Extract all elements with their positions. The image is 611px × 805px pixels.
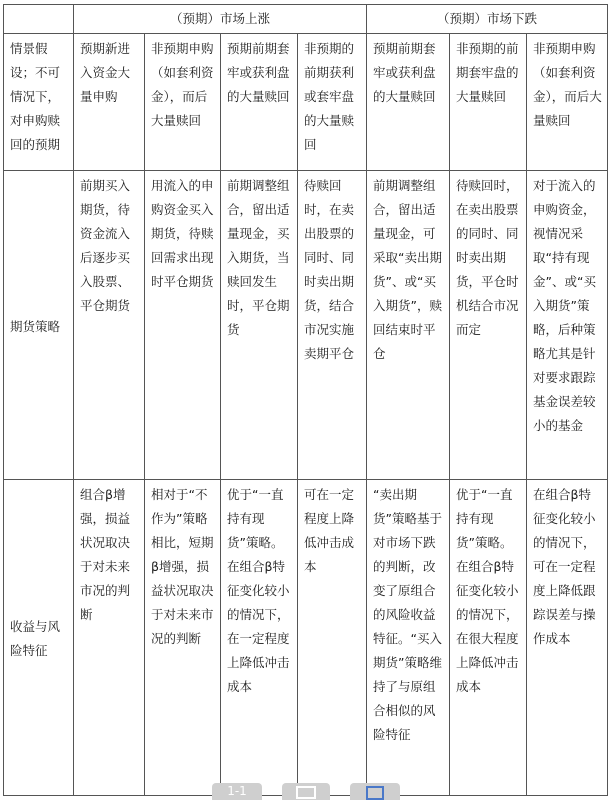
table-cell: 相对于“不作为”策略相比，短期β增强，损益状况取决于对未来市况的判断 [145, 480, 221, 796]
table-row-futures-strategy [4, 171, 608, 480]
corner-cell [4, 5, 74, 34]
table-row-return-risk [4, 480, 608, 796]
table-cell: 前期调整组合，留出适量现金，买入期货，当赎回发生时，平仓期货 [221, 171, 298, 480]
page-number-button[interactable]: 1-1 [212, 783, 262, 800]
table-cell: 组合β增强，损益状况取决于对未来市况的判断 [74, 480, 145, 796]
strategy-table [3, 4, 608, 796]
header-market-rise: （预期）市场上涨 [74, 5, 367, 34]
fit-page-icon [296, 786, 316, 799]
table-cell: 非预期申购（如套利资金），而后大量赎回 [527, 34, 608, 171]
table-cell: 前期买入期货，待资金流入后逐步买入股票、平仓期货 [74, 171, 145, 480]
table-cell: 待赎回时，在卖出股票的同时、同时卖出期货，结合市况实施卖期平仓 [298, 171, 367, 480]
header-row [4, 5, 608, 34]
table-cell: 前期调整组合，留出适量现金，可采取“卖出期货”、或“买入期货”，赎回结束时平仓 [367, 171, 450, 480]
table-cell: 非预期的前期获利或套牢盘的大量赎回 [298, 34, 367, 171]
table-cell: 可在一定程度上降低冲击成本 [298, 480, 367, 796]
table-cell: 非预期申购（如套利资金），而后大量赎回 [145, 34, 221, 171]
fit-page-button[interactable] [282, 783, 330, 800]
table-cell: 优于“一直持有现货”策略。在组合β特征变化较小的情况下，在一定程度上降低冲击成本 [221, 480, 298, 796]
row-label-futures-strategy: 期货策略 [4, 171, 74, 480]
row-label-scenario: 情景假设；不可情况下，对申购赎回的预期 [4, 34, 74, 171]
table-row-scenario [4, 34, 608, 171]
row-label-return-risk: 收益与风险特征 [4, 480, 74, 796]
table-cell: 待赎回时，在卖出股票的同时、同时卖出期货，平仓时机结合市况而定 [450, 171, 527, 480]
single-page-icon [366, 786, 384, 800]
table-cell: 用流入的申购资金买入期货，待赎回需求出现时平仓期货 [145, 171, 221, 480]
table-cell: 非预期的前期套牢盘的大量赎回 [450, 34, 527, 171]
table-cell: 预期前期套牢或获利盘的大量赎回 [367, 34, 450, 171]
viewer-toolbar [0, 781, 611, 800]
table-cell: 预期前期套牢或获利盘的大量赎回 [221, 34, 298, 171]
table-cell: 优于“一直持有现货”策略。在组合β特征变化较小的情况下，在很大程度上降低冲击成本 [450, 480, 527, 796]
single-page-button[interactable] [350, 783, 400, 800]
table-cell: “卖出期货”策略基于对市场下跌的判断，改变了原组合的风险收益特征。“买入期货”策略维持了与原组合相似的风险特征 [367, 480, 450, 796]
table-cell: 预期新进入资金大量申购 [74, 34, 145, 171]
table-cell: 对于流入的申购资金，视情况采取“持有现金”、或“买入期货”策略，后种策略尤其是针对要求跟踪基金误差较小的基金 [527, 171, 608, 480]
header-market-fall: （预期）市场下跌 [367, 5, 608, 34]
table-cell: 在组合β特征变化较小的情况下，可在一定程度上降低跟踪误差与操作成本 [527, 480, 608, 796]
